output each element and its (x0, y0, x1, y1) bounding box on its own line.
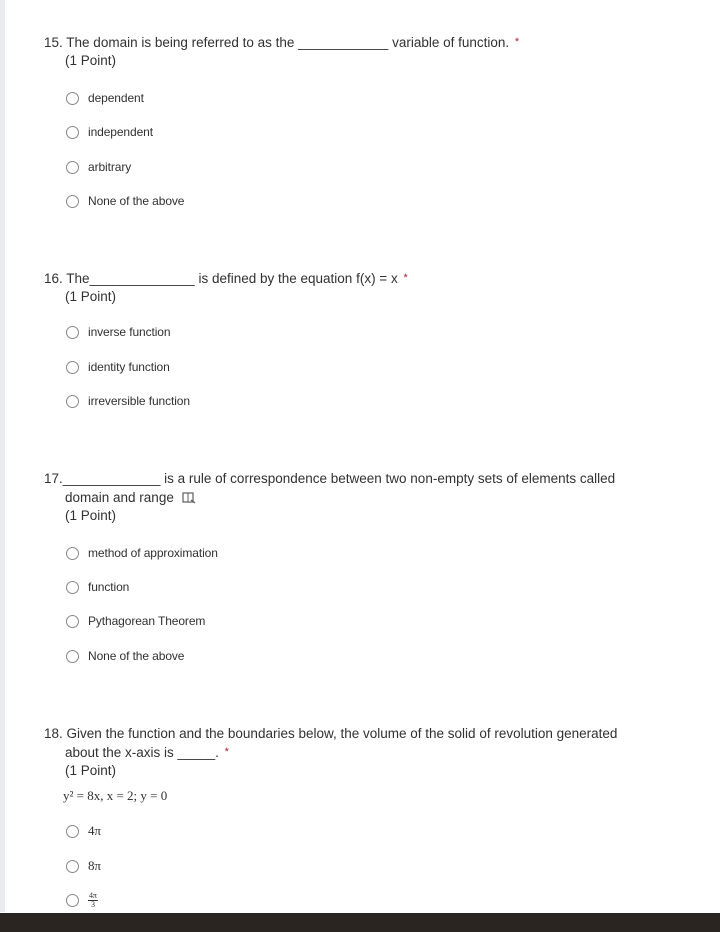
question-17 (44, 469, 684, 525)
question-18-points: (1 Point) (65, 763, 117, 778)
q18-option-4pi-over-3[interactable] (66, 890, 98, 910)
q17-option-pythagorean[interactable]: Pythagorean Theorem (66, 611, 205, 631)
q15-option-arbitrary[interactable]: arbitrary (66, 157, 131, 177)
required-mark: * (514, 36, 520, 48)
question-17-title: 17._____________ is a rule of correspondence between two non-empty sets of elements called domain and range (44, 471, 616, 505)
radio-button[interactable] (66, 126, 79, 139)
question-15-title: 15. The domain is being referred to as the ____________ variable of function. * (44, 35, 520, 50)
question-15-points: (1 Point) (65, 53, 117, 68)
required-mark: * (224, 746, 229, 758)
question-17-points: (1 Point) (65, 508, 117, 523)
q18-option-8pi[interactable]: 8π (66, 856, 101, 876)
radio-button[interactable] (66, 650, 79, 663)
q17-option-approximation[interactable]: method of approximation (66, 543, 218, 563)
question-16 (44, 269, 684, 306)
q18-option-4pi[interactable]: 4π (66, 821, 101, 841)
radio-button[interactable] (66, 860, 79, 873)
required-mark: * (403, 272, 408, 284)
q17-option-function[interactable]: function (66, 577, 129, 597)
q16-option-inverse[interactable]: inverse function (66, 322, 170, 342)
q15-option-independent[interactable]: independent (66, 122, 153, 142)
radio-button[interactable] (66, 825, 79, 838)
question-18-title: 18. Given the function and the boundaries below, the volume of the solid of revolution generated about the x-axis is _____. * (44, 726, 618, 760)
radio-button[interactable] (66, 361, 79, 374)
question-16-title: 16. The______________ is defined by the equation f(x) = x * (44, 271, 408, 286)
q16-option-identity[interactable]: identity function (66, 357, 170, 377)
radio-button[interactable] (66, 547, 79, 560)
fraction-label: $\frac{4\pi}{3}$ (89, 890, 97, 909)
question-16-points: (1 Point) (65, 289, 117, 304)
question-18-equation: y² = 8x, x = 2; y = 0 (63, 788, 168, 803)
radio-button[interactable] (66, 615, 79, 628)
left-rail (0, 0, 5, 912)
radio-button[interactable] (66, 581, 79, 594)
q15-option-none[interactable]: None of the above (66, 191, 184, 211)
radio-button[interactable] (66, 395, 79, 408)
radio-button[interactable] (66, 894, 79, 907)
immersive-reader-icon[interactable] (182, 492, 196, 504)
q17-option-none[interactable]: None of the above (66, 646, 184, 666)
radio-button[interactable] (66, 195, 79, 208)
q16-option-irreversible[interactable]: irreversible function (66, 391, 190, 411)
bottom-bar (0, 913, 720, 932)
q15-option-dependent[interactable]: dependent (66, 88, 144, 108)
radio-button[interactable] (66, 326, 79, 339)
question-15 (44, 33, 684, 70)
radio-button[interactable] (66, 161, 79, 174)
question-18 (44, 724, 684, 780)
radio-button[interactable] (66, 92, 79, 105)
